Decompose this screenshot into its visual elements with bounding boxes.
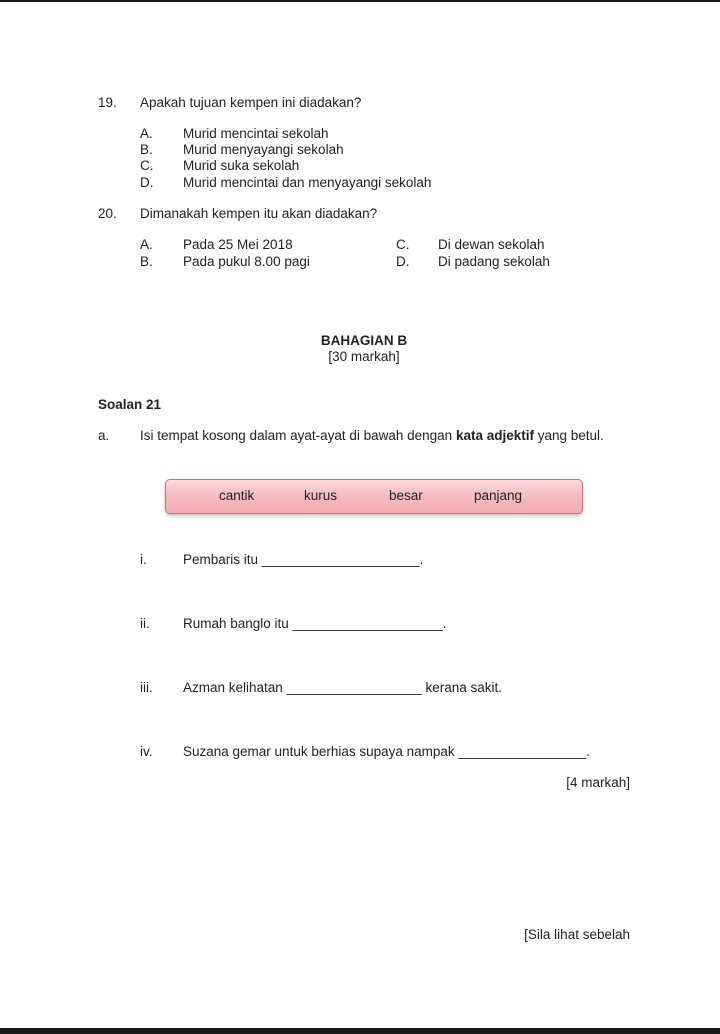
instruction-text	[140, 428, 630, 444]
q19-option-c-text: Murid suka sekolah	[183, 158, 300, 173]
item-iv-sentence	[183, 744, 590, 760]
word-bank-item: cantik	[219, 488, 255, 503]
q20-option-b-text: Pada pukul 8.00 pagi	[183, 254, 310, 269]
question-20-text: Dimanakah kempen itu akan diadakan?	[140, 206, 378, 221]
item-marks: [4 markah]	[566, 775, 630, 790]
q20-option-c-letter: C.	[396, 237, 410, 252]
item-iii-after: kerana sakit.	[425, 680, 503, 695]
part-label: a.	[98, 428, 110, 443]
item-ii-text: Rumah banglo itu	[183, 616, 289, 631]
next-page-note: [Sila lihat sebelah	[524, 927, 630, 942]
word-bank-item: kurus	[304, 488, 338, 503]
section-title: BAHAGIAN B	[320, 333, 408, 348]
item-ii-blank[interactable]: ____________________	[292, 616, 443, 631]
word-bank-box	[165, 479, 583, 514]
question-19-text: Apakah tujuan kempen ini diadakan?	[140, 95, 362, 110]
item-i-number: i.	[140, 552, 147, 567]
section-marks: [30 markah]	[328, 349, 400, 364]
question-20-number: 20.	[98, 206, 117, 221]
item-iii-blank[interactable]: __________________	[286, 680, 422, 695]
item-i-sentence	[183, 552, 423, 568]
q20-option-b-letter: B.	[140, 254, 153, 269]
question-19-number: 19.	[98, 95, 117, 110]
q19-option-b-letter: B.	[140, 142, 153, 157]
item-iii-text: Azman kelihatan	[183, 680, 283, 695]
item-iii-number: iii.	[140, 680, 153, 695]
item-iv-after: .	[586, 744, 590, 759]
word-bank-item: besar	[389, 488, 423, 503]
instruction-before: Isi tempat kosong dalam ayat-ayat di bawah dengan	[140, 428, 456, 443]
q19-option-d-letter: D.	[140, 175, 154, 190]
item-ii-number: ii.	[140, 616, 150, 631]
q20-option-c-text: Di dewan sekolah	[438, 237, 545, 252]
q20-option-a-letter: A.	[140, 237, 153, 252]
item-ii-after: .	[442, 616, 447, 631]
q19-option-c-letter: C.	[140, 158, 154, 173]
item-iv-text: Suzana gemar untuk berhias supaya nampak	[183, 744, 455, 759]
word-bank-item: panjang	[474, 488, 523, 503]
item-i-text: Pembaris itu	[183, 552, 259, 567]
instruction-bold: kata adjektif	[455, 428, 534, 443]
item-i-blank[interactable]: _____________________	[261, 552, 420, 567]
q20-option-d-letter: D.	[396, 254, 410, 269]
q20-option-d-text: Di padang sekolah	[438, 254, 550, 269]
item-i-after: .	[419, 552, 424, 567]
item-iii-sentence	[183, 680, 502, 696]
q19-option-b-text: Murid menyayangi sekolah	[183, 142, 344, 157]
soalan-title: Soalan 21	[98, 397, 162, 412]
q19-option-d-text: Murid mencintai dan menyayangi sekolah	[183, 175, 432, 190]
q19-option-a-text: Murid mencintai sekolah	[183, 126, 329, 141]
bottom-border	[0, 1028, 720, 1034]
item-iv-blank[interactable]: _________________	[458, 744, 587, 759]
q20-option-a-text: Pada 25 Mei 2018	[183, 237, 293, 252]
item-ii-sentence	[183, 616, 447, 632]
q19-option-a-letter: A.	[140, 126, 153, 141]
top-border	[0, 0, 720, 2]
instruction-after: yang betul.	[534, 428, 604, 443]
item-iv-number: iv.	[140, 744, 153, 759]
